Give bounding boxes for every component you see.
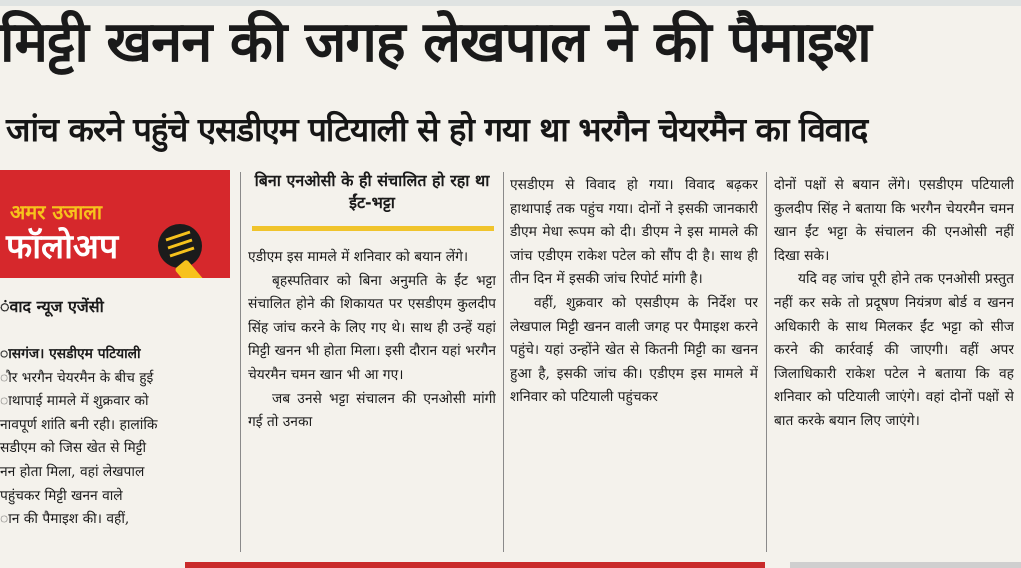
bottom-red-rule xyxy=(185,562,765,568)
col3-para: एसडीएम से विवाद हो गया। विवाद बढ़कर हाथापाई तक पहुंच गया। दोनों ने इसकी जानकारी डीएम मेधा रूपम को दी। डीएम ने इस मामले की जांच एडीएम राकेश पटेल को सौंप दी है। साथ ही तीन दिन में इसकी जांच रिपोर्ट मांगी है। xyxy=(510,177,758,288)
box-title-underline xyxy=(252,226,494,231)
column-divider xyxy=(503,172,504,552)
col4-para: दोनों पक्षों से बयान लेंगे। एसडीएम पटियाली कुलदीप सिंह ने बताया कि भरगैन चेयरमैन चमन खान ईंट भट्टा के संचालन की एनओसी नहीं दिखा सके। xyxy=(774,177,1014,264)
col1-line: नन होता मिला, वहां लेखपाल xyxy=(0,463,145,480)
col1-line: ौर भरगैन चेयरमैन के बीच हुई xyxy=(0,369,154,386)
col1-line: ासगंज। एसडीएम पटियाली xyxy=(0,346,141,362)
col2-para: जब उनसे भट्टा संचालन की एनओसी मांगी गई तो उनका xyxy=(248,390,496,431)
column-4 xyxy=(774,174,1014,558)
col3-para: वहीं, शुक्रवार को एसडीएम के निर्देश पर लेखपाल मिट्टी खनन वाली जगह पर पैमाइश करने पहुंचे। यहां उन्होंने खेत से कितनी मिट्टी का खनन हुआ है, इसकी जांच की। एडीएम इस मामले में शनिवार को पटियाली पहुंचकर xyxy=(510,294,758,406)
column-2 xyxy=(248,246,496,556)
followup-brand-box xyxy=(0,170,230,278)
col1-line: ान की पैमाइश की। वहीं, xyxy=(0,511,130,528)
col1-line: पहुंचकर मिट्टी खनन वाले xyxy=(0,487,123,504)
box-title: बिना एनओसी के ही संचालित हो रहा था ईंट-भट्टा xyxy=(254,171,490,212)
column-divider xyxy=(766,172,767,552)
subheadline: जांच करने पहुंचे एसडीएम पटियाली से हो गया था भरगैन चेयरमैन का विवाद xyxy=(6,110,868,149)
bottom-gray-rule xyxy=(790,562,1021,568)
col2-para: बृहस्पतिवार को बिना अनुमति के ईंट भट्टा संचालित होने की शिकायत पर एसडीएम कुलदीप सिंह जांच करने के लिए गए थे। साथ ही उन्हें यहां मिट्टी खनन भी होता मिला। इसी दौरान यहां भरगैन चेयरमैन चमन खान भी आ गए। xyxy=(248,272,496,383)
brand-series-label: फॉलोअप xyxy=(6,227,119,267)
col4-para: यदि वह जांच पूरी होने तक एनओसी प्रस्तुत नहीं कर सके तो प्रदूषण नियंत्रण बोर्ड व खनन अधिकारी के साथ मिलकर ईंट भट्टा को सीज करने की कार्रवाई की जाएगी। वहीं अपर जिलाधिकारी राकेश पटेल ने बताया कि वह शनिवार को पटियाली जाएंगे। वहां दोनों पक्षों से बात करके बयान लिए जाएंगे। xyxy=(774,271,1014,429)
col1-line: नावपूर्ण शांति बनी रही। हालांकि xyxy=(0,416,158,433)
col1-line: ाथापाई मामले में शुक्रवार को xyxy=(0,393,149,410)
col2-para: एडीएम इस मामले में शनिवार को बयान लेंगे। xyxy=(248,249,469,265)
microphone-icon xyxy=(150,220,222,278)
column-1 xyxy=(0,343,226,553)
brand-name: अमर उजाला xyxy=(10,200,103,224)
headline: मिट्टी खनन की जगह लेखपाल ने की पैमाइश xyxy=(0,10,871,75)
agency-byline: ंवाद न्यूज एजेंसी xyxy=(0,297,104,316)
top-edge-strip xyxy=(0,0,1021,6)
column-3 xyxy=(510,174,758,558)
column-divider xyxy=(240,172,241,552)
col1-line: सडीएम को जिस खेत से मिट्टी xyxy=(0,440,147,457)
